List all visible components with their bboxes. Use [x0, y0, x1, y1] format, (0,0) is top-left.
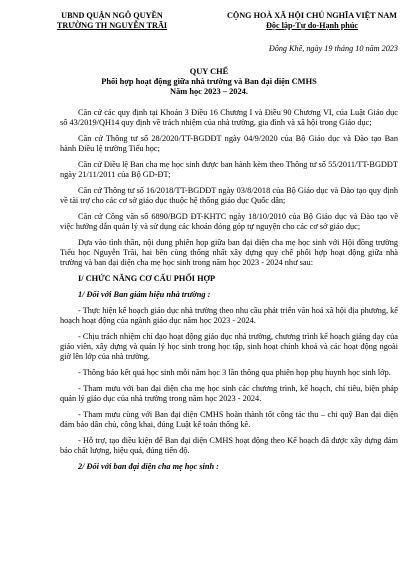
list-item: - Tham mưu cùng với Ban đại diện CMHS hoàn thành tốt công tác thu – chi quỹ Ban đại diện đảm bảo dân chủ, công khai, đúng Luật kế toán thống kê.	[60, 410, 398, 429]
title-line-3: Năm học 2023 – 2024.	[170, 87, 248, 96]
title-line-2: Phối hợp hoạt động giữa nhà trường và Ban đại diện CMHS	[101, 77, 317, 86]
national-motto: Độc lập-Tự do-Hạnh phúc	[265, 21, 359, 30]
country-name: CỘNG HOÀ XÃ HỘI CHỦ NGHĨA VIỆT NAM	[226, 11, 398, 20]
paragraph: Căn cứ các quy định tại Khoản 3 Điều 16 Chương I và Điều 90 Chương VI, của Luật Giáo dục số 43/2019/QH14 quy định về trách nhiệm của nhà trường, gia đình và xã hội trong Giáo dục;	[60, 108, 398, 127]
school-name: TRƯỜNG TH NGUYỄN TRÃI	[56, 21, 168, 30]
paragraph: Căn cứ Thông tư số 16/2018/TT-BGDĐT ngày 03/8/2018 của Bộ Giáo dục và Đào tạo quy định về tài trợ cho các cơ sở giáo dục thuộc hệ thống giáo dục Quốc dân;	[60, 186, 398, 205]
paragraph: Dựa vào tình thần, nội dung phiên họp giữa ban đại diện cha mẹ học sinh với Hội đồng trường Tiểu học Nguyễn Trãi, hai bên cùng thống nhất xây dựng quy chế phối hợp hoạt động giữa nhà trường và ban đại diện cha mẹ học sinh trong năm học 2023 - 2024 như sau:	[60, 238, 398, 267]
list-item: - Chịu trách nhiệm chỉ đạo hoạt động giáo dục nhà trường, chương trình kế hoạch giảng dạy của giáo viên, xây dựng và quản lý học sinh trong học tập, sinh hoạt chính khoá và các hoạt động ngoài giờ lên lớp của nhà trường.	[60, 332, 398, 361]
national-header	[224, 11, 400, 31]
agency-header	[52, 11, 172, 31]
subsection-heading: 2/ Đối với ban đại diện cha mẹ học sinh :	[78, 462, 219, 471]
document-date: Đông Khê, ngày 19 tháng 10 năm 2023	[268, 44, 398, 53]
paragraph: Căn cứ Điều lệ Ban cha mẹ học sinh được ban hành kèm theo Thông tư số 55/2011/TT-BGDĐT ngày 21/11/2011 của Bộ GD-ĐT;	[60, 160, 398, 179]
section-heading: I/ CHỨC NĂNG CƠ CẤU PHỐI HỢP	[78, 274, 216, 283]
document-title	[0, 67, 418, 97]
title-line-1: QUY CHẾ	[189, 67, 229, 76]
document-body	[60, 108, 398, 478]
paragraph: Căn cứ Thông tư số 28/2020/TT-BGDĐT ngày 04/9/2020 của Bộ Giáo dục và Đào tạo Ban hành Điều lệ trường Tiểu học;	[60, 134, 398, 153]
list-item: - Hỗ trợ, tạo điều kiện để Ban đại diện CMHS hoạt động theo Kế hoạch đã được xây dựng đảm bảo chất lượng, hiệu quả, đúng tiến độ.	[60, 436, 398, 455]
list-item: - Thông báo kết quả học sinh mỗi năm học 3 lần thông qua phiên họp phụ huynh học sinh lớp.	[78, 368, 391, 377]
list-item: - Thực hiện kế hoạch giáo dục nhà trường theo nhu cầu phát triển văn hoá xã hội địa phương, kế hoạch hoạt động của ngành giáo dục năm học 2023 - 2024.	[60, 306, 398, 325]
paragraph: Căn cứ Công văn số 6890/BGD ĐT-KHTC ngày 18/10/2010 của Bộ Giáo dục và Đào tạo về việc hướng dẫn quản lý và sử dụng các khoản đóng góp tự nguyện cho các cơ sở giáo dục;	[60, 212, 398, 231]
subsection-heading: 1/ Đối với Ban giám hiệu nhà trường :	[78, 290, 211, 299]
agency-name: UBND QUẬN NGÔ QUYỀN	[61, 11, 163, 20]
list-item: - Tham mưu với ban đại diện cha mẹ học sinh các chương trình, kế hoạch, chỉ tiêu, biện pháp quản lý giáo dục của nhà trường trong năm học 2023 - 2024.	[60, 384, 398, 403]
